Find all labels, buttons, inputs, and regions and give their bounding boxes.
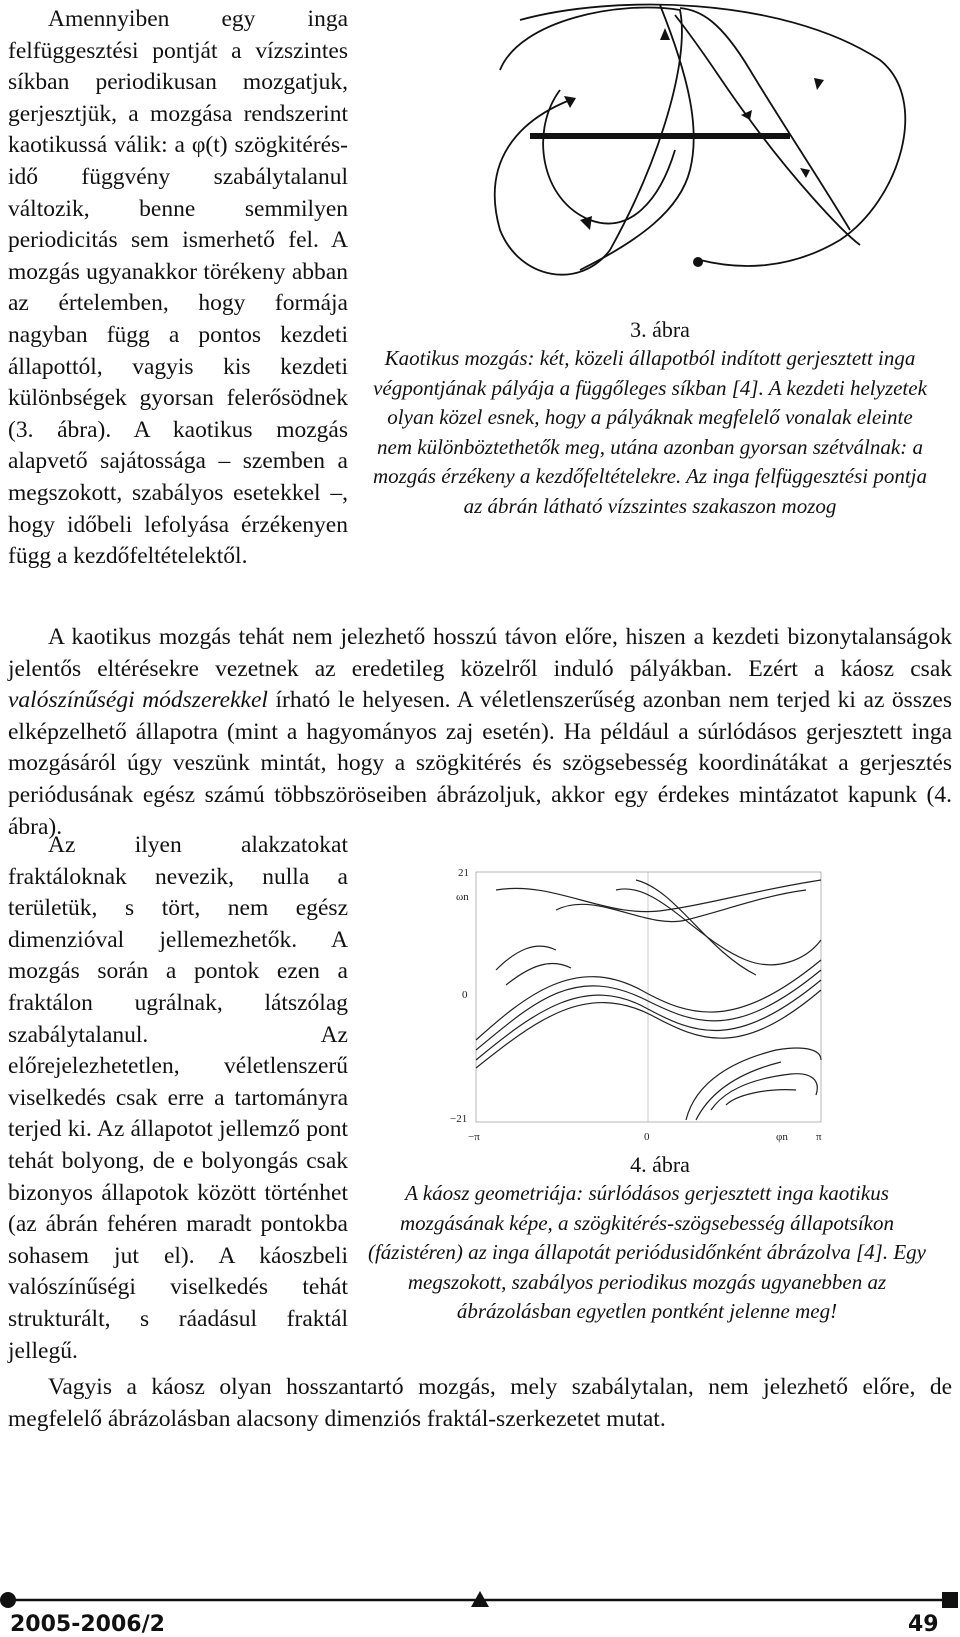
fractal-paragraph: Az ilyen alakzatokat fraktáloknak nevezik, nulla a területük, s tört, nem egész dimenzióval jellemezhetők. A mozgás során a pontok ezen a fraktálon ugrálnak, látszólag szabálytalanul. Az előrejelezhetetlen, véletlenszerű viselkedés csak erre a tartományra terjed ki. Az állapotot jellemző pont tehát bolyong, de e bolyongás csak bizonyos állapotok között történhet (az ábrán fehéren maradt pontokba sohasem jut el). A káoszbeli valószínűségi viselkedés tehát strukturált, s ráadásul fraktál jellegű. — [8, 832, 348, 1364]
footer-circle-icon — [0, 1592, 16, 1608]
y-tick-mid: 0 — [462, 989, 468, 1001]
trajectory-f — [543, 90, 675, 224]
y-axis-label: ωn — [456, 891, 469, 903]
arrow-6 — [800, 168, 810, 178]
figure-4-phase-plot — [436, 850, 836, 1150]
figure-3-caption: Kaotikus mozgás: két, közeli állapotból indított gerjesztett inga végpontjának pályája a függőleges síkban [4]. A kezdeti helyzetek olyan közel esnek, hogy a pályáknak megfelelő vonalak eleinte nem különböztethetők meg, utána azonban gyorsan szétválnak: a mozgás érzékeny a kezdőfeltételekre. Az inga felfüggesztési pontja az ábrán látható vízszintes szakaszon mozog — [372, 346, 928, 518]
trajectory-a — [495, 8, 682, 275]
start-point — [693, 257, 703, 267]
arrow-3 — [660, 28, 670, 40]
footer-square-icon — [942, 1592, 958, 1608]
x-tick-right: π — [816, 1131, 822, 1143]
issue-number: 2005-2006/2 — [10, 1612, 165, 1637]
x-axis-label: φn — [776, 1131, 788, 1143]
trajectory-e — [680, 8, 850, 230]
trajectory-d — [675, 15, 860, 245]
emphasis-text: valószínűségi módszerekkel — [8, 687, 268, 714]
figure-3-number: 3. ábra — [630, 317, 690, 342]
x-tick-left: −π — [468, 1131, 480, 1143]
y-tick-bottom: −21 — [450, 1113, 468, 1125]
intro-paragraph: Amennyiben egy inga felfüggesztési pontját a vízszintes síkban periodikusan mozgatjuk, gerjesztjük, a mozgása rendszerint kaotikussá válik: a φ(t) szögkitérés-idő függvény szabálytalanul változik, benne semmilyen periodicitás sem ismerhető fel. A mozgás ugyanakkor törékeny abban az értelemben, hogy formája nagyban függ a pontos kezdeti állapottól, vagyis kis kezdeti különbségek gyorsan felerősödnek (3. ábra). A kaotikus mozgás alapvető sajátossága – szemben a megszokott, szabályos esetekkel –, hogy időbeli lefolyása érzékenyen függ a kezdőfeltételektől. — [8, 6, 348, 570]
arrow-5 — [814, 78, 824, 90]
paragraph-2: A kaotikus mozgás tehát nem jelezhető hosszú távon előre, hiszen a kezdeti bizonytalanságok jelentős eltérésekre vezetnek az eredetileg közelről induló pályákban. Ezért a káosz csak valószínűségi módszerekkel írható le helyesen. A véletlenszerűség azonban nem terjed ki az összes elképzelhető állapotra (mint a hagyományos zaj esetén). Ha például a súrlódásos gerjesztett inga mozgásáról úgy veszünk mintát, hogy a szögkitérés és szögsebesség koordinátákat a gerjesztés periódusának egész számú többszöröseiben ábrázoljuk, akkor egy érdekes mintázatot kapunk (4. ábra). — [8, 624, 952, 840]
arrow-2 — [580, 216, 592, 230]
y-tick-top: 21 — [458, 867, 469, 879]
figure-4-caption: A káosz geometriája: súrlódásos gerjesztett inga kaotikus mozgásának képe, a szögkitérés-szögsebesség állapotsíkon (fázistéren) az inga állapotát periódusidőnként ábrázolva [4]. Egy megszokott, szabályos periodikus mozgás ugyanebben az ábrázolásban egyetlen pontként jelenne meg! — [367, 1181, 927, 1323]
figure-4-number: 4. ábra — [630, 1152, 690, 1177]
page-number: 49 — [908, 1612, 939, 1637]
closing-paragraph: Vagyis a káosz olyan hosszantartó mozgás, mely szabálytalan, nem jelezhető előre, de megfelelő ábrázolásban alacsony dimenziós fraktál-szerkezetet mutat. — [8, 1374, 952, 1432]
figure-3-trajectory-plot — [460, 0, 920, 300]
page-footer — [0, 1590, 960, 1636]
x-tick-mid: 0 — [644, 1131, 650, 1143]
